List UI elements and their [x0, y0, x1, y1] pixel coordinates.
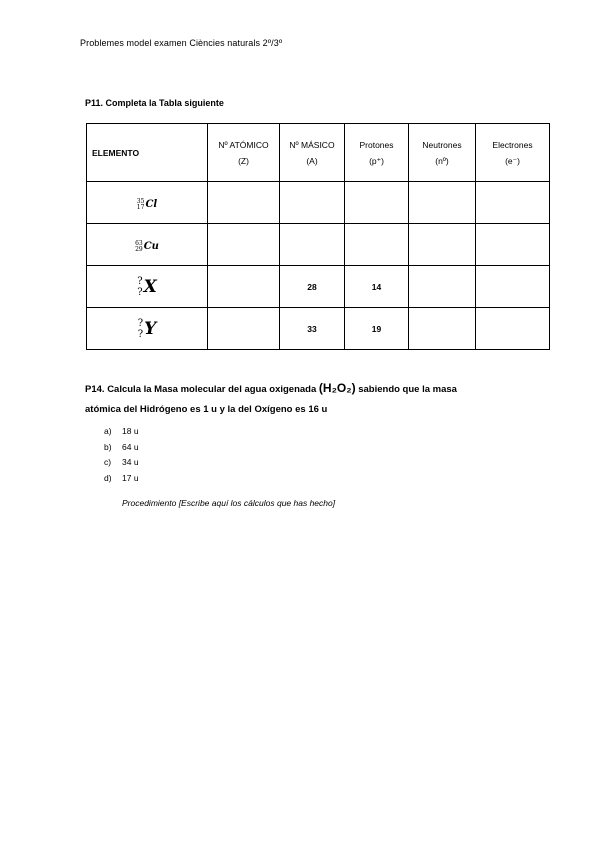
cell-electrones[interactable] [476, 266, 550, 308]
cell-neutrones[interactable] [409, 308, 476, 350]
cell-atomico[interactable] [208, 308, 280, 350]
element-cell [87, 266, 208, 308]
header-protones: Protones (p⁺) [345, 124, 409, 182]
nuclide-notation: ? ? X [137, 275, 157, 298]
p11-label: P11. [85, 98, 104, 108]
header-elemento: ELEMENTO [87, 124, 208, 182]
cell-atomico[interactable] [208, 266, 280, 308]
element-cell [87, 182, 208, 224]
nuclide-notation: 35 17 Cl [136, 197, 158, 211]
cell-masico[interactable] [280, 224, 345, 266]
cell-protones[interactable] [345, 224, 409, 266]
p14-label: P14. [85, 384, 105, 395]
p11-instruction: Completa la Tabla siguiente [105, 98, 224, 108]
table-header-row [87, 124, 550, 182]
nuclide-notation: 63 29 Cu [135, 239, 159, 253]
page-header: Problemes model examen Ciències naturals 2º/3º [80, 38, 283, 48]
cell-electrones[interactable] [476, 224, 550, 266]
cell-protones: 14 [345, 266, 409, 308]
cell-neutrones[interactable] [409, 182, 476, 224]
cell-electrones[interactable] [476, 182, 550, 224]
option-d[interactable]: d) 17 u [104, 472, 139, 483]
p14-text-before: Calcula la Masa molecular del agua oxigenada [107, 384, 317, 395]
table-row [87, 224, 550, 266]
cell-masico: 33 [280, 308, 345, 350]
cell-protones: 19 [345, 308, 409, 350]
table-row [87, 308, 550, 350]
header-neutrones: Neutrones (nº) [409, 124, 476, 182]
cell-masico[interactable] [280, 182, 345, 224]
table-row [87, 266, 550, 308]
element-table [86, 123, 550, 350]
cell-masico: 28 [280, 266, 345, 308]
option-b[interactable]: b) 64 u [104, 441, 139, 452]
cell-protones[interactable] [345, 182, 409, 224]
header-electrones: Electrones (e⁻) [476, 124, 550, 182]
cell-atomico[interactable] [208, 182, 280, 224]
header-numero-atomico: Nº ATÓMICO (Z) [208, 124, 280, 182]
p14-text-after: sabiendo que la masa atómica del Hidrógeno es 1 u y la del Oxígeno es 16 u [85, 384, 457, 415]
p14-question [85, 378, 495, 420]
procedure-note: Procedimiento [Escribe aquí los cálculos que has hecho] [122, 498, 336, 508]
header-numero-masico: Nº MÁSICO (A) [280, 124, 345, 182]
element-cell [87, 308, 208, 350]
option-c[interactable]: c) 34 u [104, 457, 139, 467]
p14-formula: (H₂O₂) [318, 381, 356, 395]
answer-options [104, 426, 139, 488]
element-cell [87, 224, 208, 266]
p11-title [85, 98, 224, 108]
nuclide-notation: ? ? Y [137, 317, 157, 340]
cell-neutrones[interactable] [409, 266, 476, 308]
table-row [87, 182, 550, 224]
cell-electrones[interactable] [476, 308, 550, 350]
option-a[interactable]: a) 18 u [104, 426, 139, 436]
cell-atomico[interactable] [208, 224, 280, 266]
cell-neutrones[interactable] [409, 224, 476, 266]
